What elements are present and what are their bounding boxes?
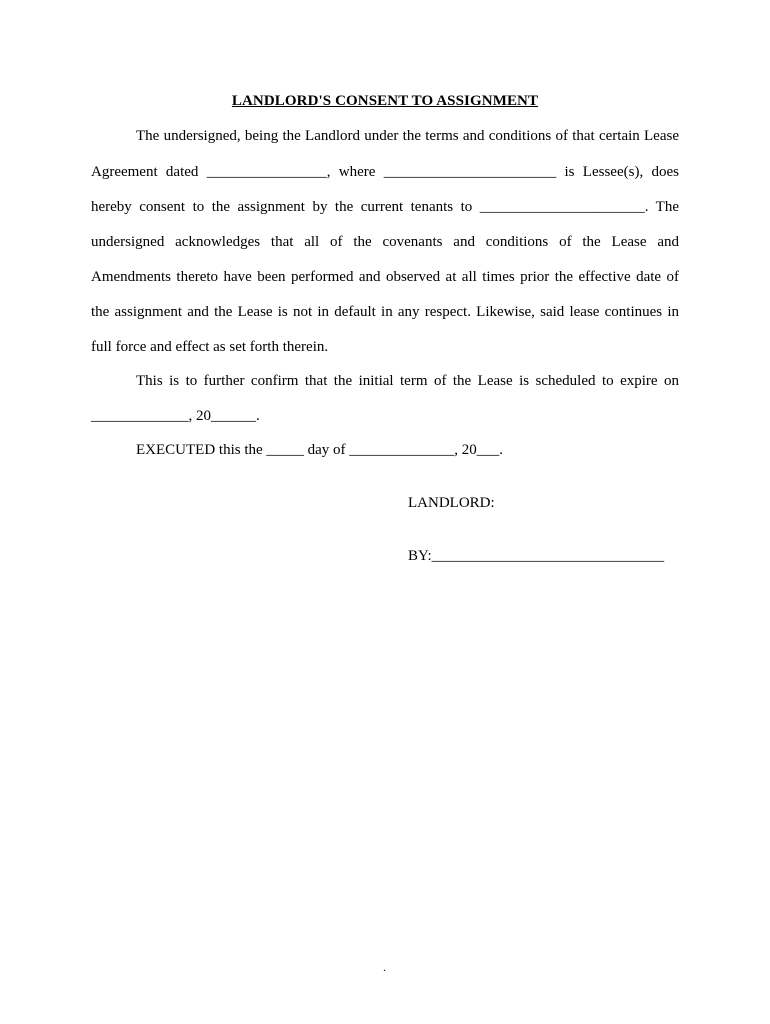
paragraph-2-line-1: This is to further confirm that the initial term of the Lease is scheduled to expire on <box>136 373 679 389</box>
paragraph-1-line-2: Agreement dated ________________, where _______________________ is Lessee(s), does <box>91 164 679 180</box>
landlord-label: LANDLORD: <box>408 495 495 511</box>
paragraph-1-line-6: the assignment and the Lease is not in default in any respect. Likewise, said lease continues in <box>91 304 679 320</box>
paragraph-2-line-2: _____________, 20______. <box>91 408 260 424</box>
paragraph-1-line-1: The undersigned, being the Landlord under the terms and conditions of that certain Lease <box>136 128 679 144</box>
paragraph-1-line-7: full force and effect as set forth therein. <box>91 339 329 355</box>
paragraph-1-line-5: Amendments thereto have been performed and observed at all times prior the effective date of <box>91 269 679 285</box>
paragraph-1-line-3: hereby consent to the assignment by the current tenants to ______________________. The <box>91 199 679 215</box>
executed-line: EXECUTED this the _____ day of ______________, 20___. <box>136 442 504 458</box>
signature-by-line: BY:_______________________________ <box>408 548 665 564</box>
paragraph-1-line-4: undersigned acknowledges that all of the covenants and conditions of the Lease and <box>91 234 679 250</box>
footer-mark: . <box>383 960 386 974</box>
document-title: LANDLORD'S CONSENT TO ASSIGNMENT <box>231 93 539 109</box>
